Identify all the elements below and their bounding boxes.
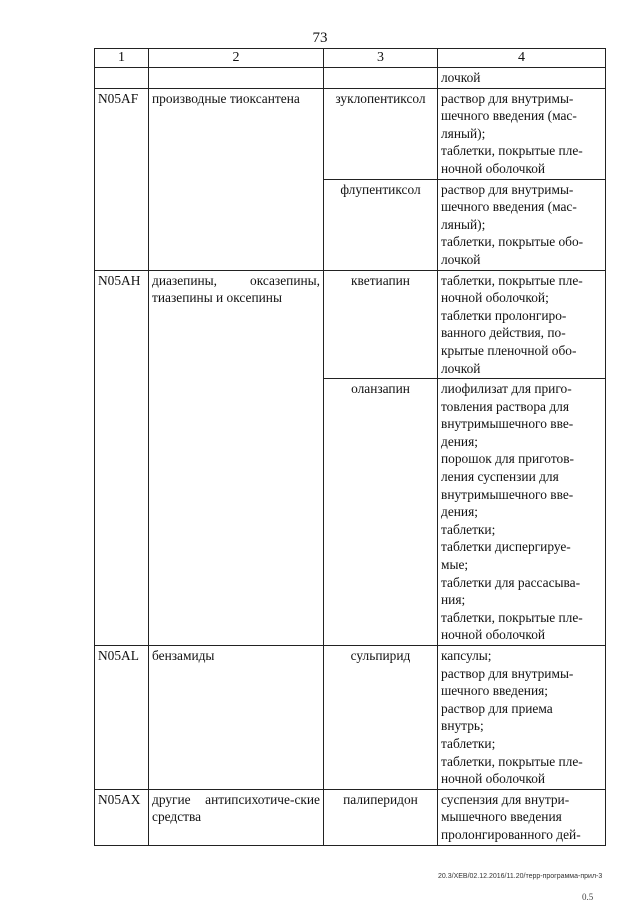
dosage-form-cell — [438, 179, 606, 270]
dosage-form-line: товления раствора для — [441, 398, 569, 414]
column-number-header: 1 — [95, 49, 149, 68]
table-header-row — [95, 49, 606, 68]
dosage-form-line: пролонгированного дей- — [441, 826, 581, 842]
drug-name-cell: флупентиксол — [324, 179, 438, 270]
column-number-header: 3 — [324, 49, 438, 68]
drug-name-cell: палиперидон — [324, 789, 438, 845]
dosage-form-line: мые; — [441, 557, 469, 573]
dosage-form-line: таблетки, покрытые пле- — [441, 272, 583, 288]
column-number-header: 2 — [149, 49, 324, 68]
dosage-form-cell — [438, 88, 606, 179]
dosage-form-line: ночной оболочкой — [441, 771, 546, 787]
dosage-form-line: таблетки, покрытые пле- — [441, 143, 583, 159]
dosage-form-line: ляный); — [441, 125, 486, 141]
footer-document-code: 20.3/ХЕВ/02.12.2016/11.20/терр-программа-прил-3 — [438, 873, 603, 880]
table-row — [95, 646, 606, 790]
table-row — [95, 270, 606, 379]
continuation-row — [95, 68, 606, 89]
group-name-cell — [149, 68, 324, 89]
dosage-form-line: капсулы; — [441, 648, 492, 663]
atc-code-cell: N05AX — [95, 789, 149, 845]
drug-name-cell: сульпирид — [324, 646, 438, 790]
dosage-form-line: дения; — [441, 433, 478, 449]
page-number: 73 — [312, 30, 328, 46]
dosage-form-line: лиофилизат для приго- — [441, 381, 572, 397]
dosage-form-line: таблетки для рассасыва- — [441, 574, 581, 590]
dosage-form-cell — [438, 789, 606, 845]
dosage-form-line: шечного введения; — [441, 683, 549, 699]
dosage-form-line: ния; — [441, 592, 466, 608]
atc-code-cell: N05AH — [95, 270, 149, 645]
group-name-cell: бензамиды — [149, 646, 324, 790]
dosage-form-line: мышечного введения — [441, 809, 562, 825]
group-name-cell: другие антипсихотиче-ские средства — [149, 789, 324, 845]
dosage-form-line: шечного введения (мас- — [441, 199, 577, 215]
dosage-form-line: внутрь; — [441, 718, 484, 734]
drug-name-cell: кветиапин — [324, 270, 438, 379]
dosage-form-line: раствор для приема — [441, 700, 553, 716]
group-name-cell: производные тиоксантена — [149, 88, 324, 270]
dosage-form-line: таблетки, покрытые пле- — [441, 753, 583, 769]
footer-mark: 0.5 — [582, 892, 594, 902]
table-row — [95, 88, 606, 179]
dosage-form-cell — [438, 68, 606, 89]
drug-name-cell: оланзапин — [324, 379, 438, 646]
table-row — [95, 789, 606, 845]
dosage-form-line: раствор для внутримы- — [441, 181, 574, 197]
dosage-form-line: шечного введения (мас- — [441, 108, 577, 124]
dosage-form-line: таблетки диспергируе- — [441, 539, 571, 555]
drug-name-cell: зуклопентиксол — [324, 88, 438, 179]
dosage-form-line: таблетки; — [441, 521, 496, 537]
drug-name-cell — [324, 68, 438, 89]
dosage-form-line: таблетки, покрытые пле- — [441, 609, 583, 625]
dosage-form-line: раствор для внутримы- — [441, 90, 574, 106]
dosage-form-line: суспензия для внутри- — [441, 791, 570, 807]
code-cell — [95, 68, 149, 89]
dosage-form-line: ления суспензии для — [441, 469, 559, 485]
drug-list-table — [94, 48, 606, 846]
dosage-form-line: таблетки пролонгиро- — [441, 307, 567, 323]
dosage-form-line: дения; — [441, 504, 478, 520]
dosage-form-line: порошок для приготов- — [441, 451, 574, 467]
dosage-form-cell — [438, 646, 606, 790]
dosage-form-line: раствор для внутримы- — [441, 665, 574, 681]
dosage-form-line: таблетки; — [441, 735, 496, 751]
dosage-form-cell — [438, 379, 606, 646]
dosage-form-cell — [438, 270, 606, 379]
dosage-form-line: таблетки, покрытые обо- — [441, 234, 584, 250]
dosage-form-line: ночной оболочкой — [441, 627, 546, 643]
atc-code-cell: N05AF — [95, 88, 149, 270]
group-name-cell: диазепины, оксазепины, тиазепины и оксепины — [149, 270, 324, 645]
column-number-header: 4 — [438, 49, 606, 68]
dosage-form-line: внутримышечного вве- — [441, 416, 574, 432]
continuation-text: лочкой — [441, 70, 481, 85]
dosage-form-line: ночной оболочкой — [441, 160, 546, 176]
dosage-form-line: лочкой — [441, 360, 481, 376]
dosage-form-line: крытые пленочной обо- — [441, 342, 577, 358]
dosage-form-line: лочкой — [441, 251, 481, 267]
atc-code-cell: N05AL — [95, 646, 149, 790]
dosage-form-line: внутримышечного вве- — [441, 486, 574, 502]
dosage-form-line: ляный); — [441, 216, 486, 232]
dosage-form-line: ванного действия, по- — [441, 325, 566, 341]
dosage-form-line: ночной оболочкой; — [441, 290, 549, 306]
